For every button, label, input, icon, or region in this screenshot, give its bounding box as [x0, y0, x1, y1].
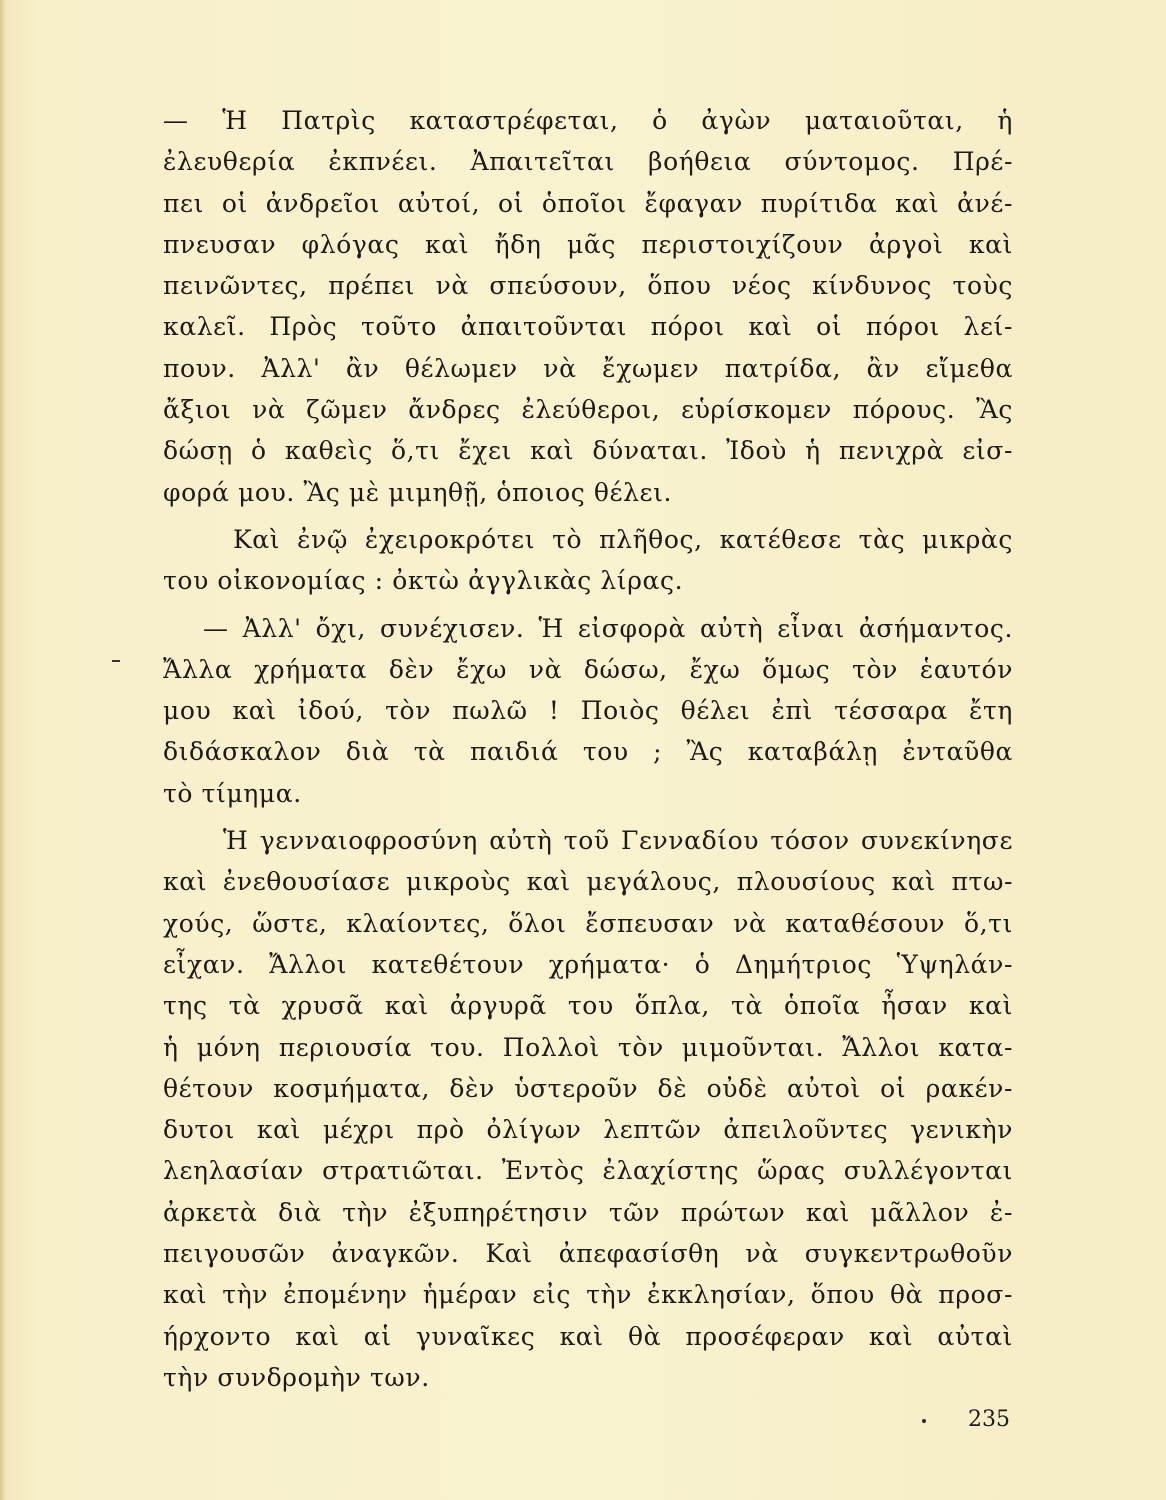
- margin-pencil-mark: [112, 660, 120, 662]
- text-line: καλεῖ. Πρὸς τοῦτο ἀπαιτοῦνται πόροι καὶ οἱ πόροι λεί-: [163, 312, 1013, 342]
- text-line: — Ἀλλ' ὄχι, συνέχισεν. Ἡ εἰσφορὰ αὐτὴ εἶναι ἀσήμαντος.: [203, 613, 1013, 643]
- paragraph: [163, 100, 1013, 513]
- text-line: δυτοι καὶ μέχρι πρὸ ὀλίγων λεπτῶν ἀπειλοῦντες γενικὴν: [163, 1115, 1013, 1145]
- text-line: λεηλασίαν στρατιῶται. Ἐντὸς ἐλαχίστης ὥρας συλλέγονται: [163, 1156, 1013, 1186]
- paragraph: [163, 608, 1013, 814]
- text-line: Ἄλλα χρήματα δὲν ἔχω νὰ δώσω, ἔχω ὅμως τὸν ἑαυτόν: [163, 654, 1013, 684]
- text-line: μου καὶ ἰδού, τὸν πωλῶ ! Ποιὸς θέλει ἐπὶ τέσσαρα ἔτη: [163, 696, 1013, 726]
- text-line: τὸ τίμημα.: [163, 778, 302, 808]
- text-line: του οἰκονομίας : ὀκτὼ ἀγγλικὰς λίρας.: [163, 566, 684, 596]
- text-line: ἀρκετὰ διὰ τὴν ἐξυπηρέτησιν τῶν πρώτων καὶ μᾶλλον ἐ-: [163, 1197, 1013, 1227]
- text-line: της τὰ χρυσᾶ καὶ ἀργυρᾶ του ὅπλα, τὰ ὁποῖα ἦσαν καὶ: [163, 991, 1013, 1021]
- text-line: ἐλευθερία ἐκπνέει. Ἀπαιτεῖται βοήθεια σύντομος. Πρέ-: [163, 147, 1013, 177]
- paragraph: [163, 519, 1013, 602]
- body-text: [163, 100, 1013, 1398]
- text-line: εἶχαν. Ἄλλοι κατεθέτουν χρήματα· ὁ Δημήτριος Ὑψηλάν-: [163, 949, 1013, 979]
- paragraph: [163, 820, 1013, 1398]
- text-line: ἄξιοι νὰ ζῶμεν ἄνδρες ἐλεύθεροι, εὑρίσκομεν πόρους. Ἂς: [163, 395, 1013, 425]
- text-line: πειγουσῶν ἀναγκῶν. Καὶ ἀπεφασίσθη νὰ συγκεντρωθοῦν: [163, 1239, 1013, 1269]
- text-line: δώσῃ ὁ καθεὶς ὅ,τι ἔχει καὶ δύναται. Ἰδοὺ ἡ πενιχρὰ εἰσ-: [163, 436, 1013, 466]
- page-gutter-shadow: [0, 0, 6, 1500]
- margin-dot: [922, 1419, 926, 1423]
- text-line: φορά μου. Ἂς μὲ μιμηθῇ, ὁποιος θέλει.: [163, 477, 673, 507]
- text-line: ἡ μόνη περιουσία του. Πολλοὶ τὸν μιμοῦνται. Ἄλλοι κατα-: [163, 1032, 1013, 1062]
- text-line: τὴν συνδρομὴν των.: [163, 1362, 430, 1392]
- text-line: Ἡ γενναιοφροσύνη αὐτὴ τοῦ Γενναδίου τόσον συνεκίνησε: [223, 826, 1013, 856]
- text-line: καὶ ἐνεθουσίασε μικροὺς καὶ μεγάλους, πλουσίους καὶ πτω-: [163, 867, 1013, 897]
- text-line: πουν. Ἀλλ' ἂν θέλωμεν νὰ ἔχωμεν πατρίδα, ἂν εἴμεθα: [163, 353, 1013, 383]
- text-line: πεινῶντες, πρέπει νὰ σπεύσουν, ὅπου νέος κίνδυνος τοὺς: [163, 271, 1013, 301]
- text-line: πνευσαν φλόγας καὶ ἤδη μᾶς περιστοιχίζουν ἀργοὶ καὶ: [163, 229, 1013, 259]
- text-line: καὶ τὴν ἐπομένην ἡμέραν εἰς τὴν ἐκκλησίαν, ὅπου θὰ προσ-: [163, 1280, 1013, 1310]
- page-number: 235: [968, 1407, 1010, 1432]
- text-line: διδάσκαλον διὰ τὰ παιδιά του ; Ἂς καταβάλῃ ἐνταῦθα: [163, 737, 1013, 767]
- text-line: — Ἡ Πατρὶς καταστρέφεται, ὁ ἀγὼν ματαιοῦται, ἡ: [163, 106, 1013, 135]
- text-line: χούς, ὥστε, κλαίοντες, ὅλοι ἔσπευσαν νὰ καταθέσουν ὅ,τι: [163, 908, 1013, 938]
- text-line: θέτουν κοσμήματα, δὲν ὑστεροῦν δὲ οὐδὲ αὐτοὶ οἱ ρακέν-: [163, 1073, 1013, 1103]
- text-line: Καὶ ἐνῷ ἐχειροκρότει τὸ πλῆθος, κατέθεσε τὰς μικρὰς: [233, 524, 1013, 554]
- text-line: ήρχοντο καὶ αἱ γυναῖκες καὶ θὰ προσέφεραν καὶ αὐταὶ: [163, 1321, 1013, 1351]
- text-line: πει οἱ ἀνδρεῖοι αὐτοί, οἱ ὁποῖοι ἔφαγαν πυρίτιδα καὶ ἀνέ-: [163, 188, 1013, 218]
